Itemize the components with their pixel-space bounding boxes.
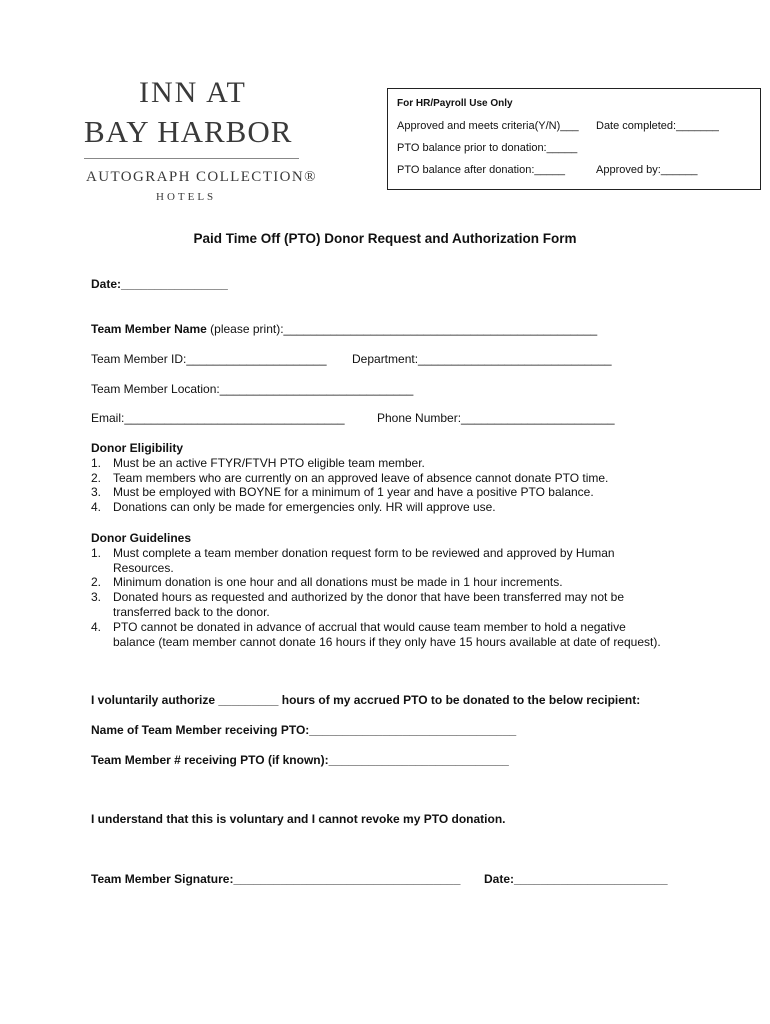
voluntary-acknowledgement: I understand that this is voluntary and I cannot revoke my PTO donation. <box>91 812 506 826</box>
pto-balance-prior-field[interactable]: PTO balance prior to donation:_____ <box>397 142 578 154</box>
approved-by-field[interactable]: Approved by:______ <box>596 164 698 176</box>
donor-guidelines-heading: Donor Guidelines <box>91 531 192 545</box>
authorize-hours-statement[interactable]: I voluntarily authorize _________ hours of my accrued PTO to be donated to the below recipient: <box>91 693 641 707</box>
list-item: 3. Must be employed with BOYNE for a minimum of 1 year and have a positive PTO balance. <box>91 485 594 500</box>
hr-payroll-box <box>387 88 761 190</box>
donor-guidelines-section <box>91 531 671 649</box>
list-item: 4. PTO cannot be donated in advance of accrual that would cause team member to hold a negative balance (team member cannot donate 16 hours if they only have 15 hours available at date of request). <box>91 619 661 649</box>
list-item: 1. Must be an active FTYR/FTVH PTO eligible team member. <box>91 455 425 470</box>
donor-eligibility-heading: Donor Eligibility <box>91 441 183 455</box>
logo-bay-harbor: BAY HARBOR <box>84 114 293 149</box>
team-member-id-field[interactable]: Team Member ID:_____________________ <box>91 352 327 366</box>
recipient-name-field[interactable]: Name of Team Member receiving PTO:_______________________________ <box>91 723 517 737</box>
list-item: 2. Team members who are currently on an approved leave of absence cannot donate PTO time. <box>91 470 609 485</box>
recipient-number-field[interactable]: Team Member # receiving PTO (if known):___________________________ <box>91 753 509 767</box>
logo-autograph-collection: AUTOGRAPH COLLECTION® <box>86 169 317 185</box>
date-field[interactable]: Date:________________ <box>91 277 228 291</box>
approved-criteria-field[interactable]: Approved and meets criteria(Y/N)___ <box>397 120 579 132</box>
list-item: 1. Must complete a team member donation request form to be reviewed and approved by Human Resources. <box>91 545 615 575</box>
team-member-name-blank: (please print):_______________________________________________ <box>206 322 598 336</box>
department-field[interactable]: Department:_____________________________ <box>352 352 612 366</box>
team-member-name-label: Team Member Name <box>91 322 207 336</box>
list-item: 2. Minimum donation is one hour and all donations must be made in 1 hour increments. <box>91 575 563 590</box>
signature-field[interactable]: Team Member Signature:__________________________________ <box>91 872 461 886</box>
pto-balance-after-field[interactable]: PTO balance after donation:_____ <box>397 164 565 176</box>
logo-divider <box>84 158 299 159</box>
list-item: 4. Donations can only be made for emergencies only. HR will approve use. <box>91 500 496 515</box>
hr-box-heading: For HR/Payroll Use Only <box>397 98 513 109</box>
signature-date-field[interactable]: Date:_______________________ <box>484 872 668 886</box>
team-member-location-field[interactable]: Team Member Location:_____________________________ <box>91 382 414 396</box>
hotel-logo <box>84 76 317 206</box>
team-member-name-field[interactable] <box>91 322 597 336</box>
list-item: 3. Donated hours as requested and authorized by the donor that have been transferred may not be transferred back to the donor. <box>91 590 625 619</box>
donor-eligibility-section <box>91 441 671 515</box>
logo-inn-at: INN AT <box>139 76 247 109</box>
date-completed-field[interactable]: Date completed:_______ <box>596 120 719 132</box>
email-field[interactable]: Email:_________________________________ <box>91 411 345 425</box>
logo-hotels: HOTELS <box>156 191 217 203</box>
phone-number-field[interactable]: Phone Number:_______________________ <box>377 411 615 425</box>
form-title: Paid Time Off (PTO) Donor Request and Authorization Form <box>193 231 577 246</box>
